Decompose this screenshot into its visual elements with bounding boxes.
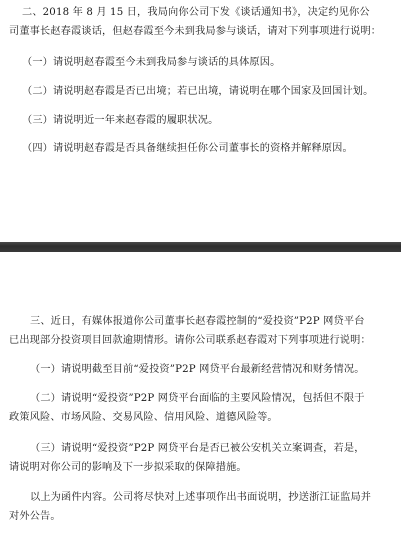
closing-line2: 对外公告。 bbox=[9, 511, 61, 522]
section3-item2-line2: 政策风险、市场风险、交易风险、信用风险、道德风险等。 bbox=[9, 412, 278, 423]
section2-intro-line2: 司董事长赵春霞谈话，但赵春霞至今未到我局参与谈话，请对下列事项进行说明： bbox=[9, 26, 382, 37]
section3-intro-line2: 已出现部分投资项目回款逾期情形。请你公司联系赵春霞对下列事项进行说明： bbox=[9, 335, 371, 346]
closing-line1: 以上为函件内容。公司将尽快对上述事项作出书面说明，抄送浙江证监局并 bbox=[30, 492, 372, 503]
page-divider bbox=[0, 242, 401, 252]
section3-intro-line1: 三、近日，有媒体报道你公司董事长赵春霞控制的“爱投资”P2P 网贷平台 bbox=[30, 316, 365, 327]
section3-item2-line1: （二）请说明“爱投资”P2P 网贷平台面临的主要风险情况，包括但不限于 bbox=[30, 393, 365, 404]
section2-item1: （一）请说明赵春霞至今未到我局参与谈话的具体原因。 bbox=[22, 57, 281, 68]
section2-item2: （二）请说明赵春霞是否已出境；若已出境，请说明在哪个国家及回国计划。 bbox=[22, 86, 374, 97]
section2-item4: （四）请说明赵春霞是否具备继续担任你公司董事长的资格并解释原因。 bbox=[22, 143, 353, 154]
document-page-top bbox=[0, 0, 401, 242]
section3-item3-line1: （三）请说明“爱投资”P2P 网贷平台是否已被公安机关立案调查，若是， bbox=[30, 443, 365, 454]
document-page-bottom bbox=[0, 252, 401, 534]
section3-item1: （一）请说明截至目前“爱投资”P2P 网贷平台最新经营情况和财务情况。 bbox=[30, 364, 365, 375]
section2-intro-line1: 二、2018 年 8 月 15 日，我局向你公司下发《谈话通知书》，决定约见你公 bbox=[22, 7, 370, 18]
section3-item3-line2: 请说明对你公司的影响及下一步拟采取的保障措施。 bbox=[9, 462, 247, 473]
section2-item3: （三）请说明近一年来赵春霞的履职状况。 bbox=[22, 115, 219, 126]
